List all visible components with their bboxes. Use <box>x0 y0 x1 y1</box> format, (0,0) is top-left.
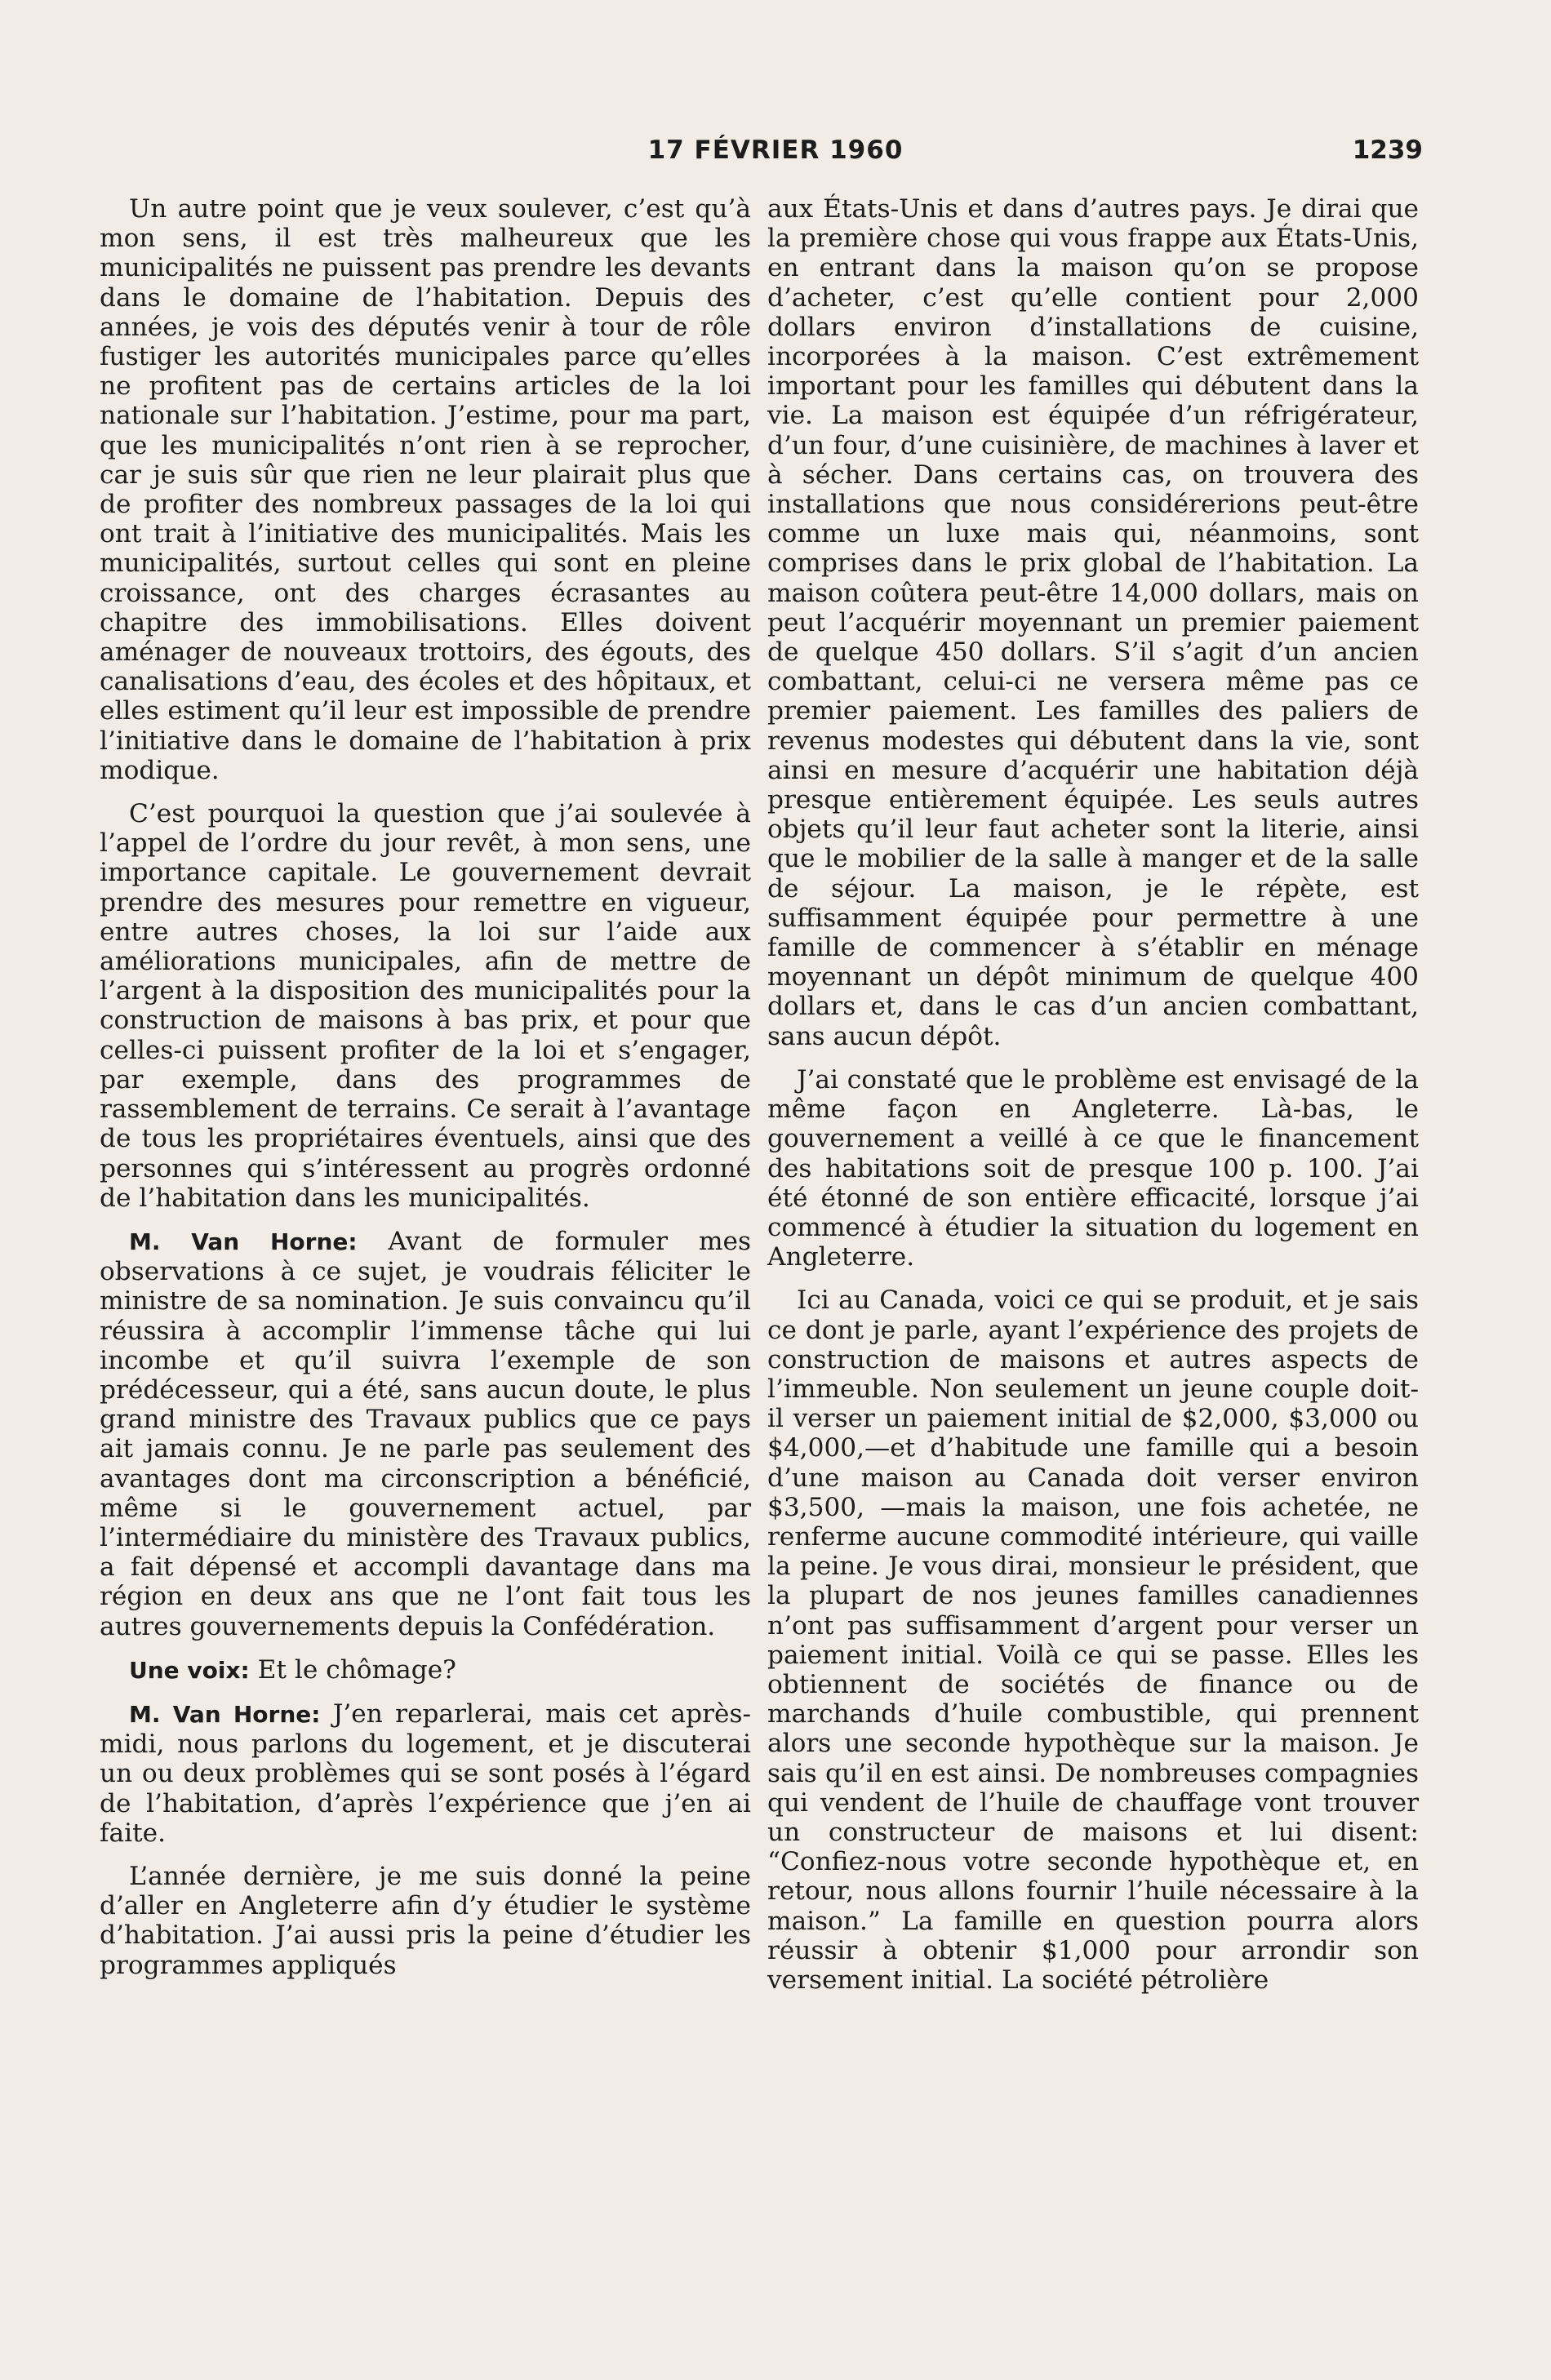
paragraph: C’est pourquoi la question que j’ai soulevée à l’appel de l’ordre du jour revêt, à mon sens, une importance capitale. Le gouvernement devrait prendre des mesures pour remettre en vigueur, entre autres choses, la loi sur l’aide aux améliorations municipales, afin de mettre de l’argent à la disposition des municipalités pour la construction de maisons à bas prix, et pour que celles-ci puissent profiter de la loi et s’engager, par exemple, dans des programmes de rassemblement de terrains. Ce serait à l’avantage de tous les propriétaires éventuels, ainsi que des personnes qui s’intéressent au progrès ordonné de l’habitation dans les municipalités. <box>100 799 751 1213</box>
right-column <box>767 194 1419 2009</box>
paragraph: Un autre point que je veux soulever, c’est qu’à mon sens, il est très malheureux que les municipalités ne puissent pas prendre les devants dans le domaine de l’habitation. Depuis des années, je vois des députés venir à tour de rôle fustiger les autorités municipales parce qu’elles ne profitent pas de certains articles de la loi nationale sur l’habitation. J’estime, pour ma part, que les municipalités n’ont rien à se reprocher, car je suis sûr que rien ne leur plairait plus que de profiter des nombreux passages de la loi qui ont trait à l’initiative des municipalités. Mais les municipalités, surtout celles qui sont en pleine croissance, ont des charges écrasantes au chapitre des immobilisations. Elles doivent aménager de nouveaux trottoirs, des égouts, des canalisations d’eau, des écoles et des hôpitaux, et elles estiment qu’il leur est impossible de prendre l’initiative dans le domaine de l’habitation à prix modique. <box>100 194 751 785</box>
paragraph: L’année dernière, je me suis donné la peine d’aller en Angleterre afin d’y étudier le système d’habitation. J’ai aussi pris la peine d’étudier les programmes appliqués <box>100 1861 751 1980</box>
left-column <box>100 194 751 1994</box>
speech-paragraph <box>100 1699 751 1848</box>
speech-text: Avant de formuler mes observations à ce sujet, je voudrais féliciter le ministre de sa nomination. Je suis convaincu qu’il réussira à accomplir l’immense tâche qui lui incombe et qu’il suivra l’exemple de son prédécesseur, qui a été, sans aucun doute, le plus grand ministre des Travaux publics que ce pays ait jamais connu. Je ne parle pas seulement des avantages dont ma circonscription a bénéficié, même si le gouvernement actuel, par l’intermédiaire du ministère des Travaux publics, a fait dépensé et accompli davantage dans ma région en deux ans que ne l’ont fait tous les autres gouvernements depuis la Confédération. <box>100 1226 751 1641</box>
speech-text: Et le chômage? <box>249 1654 456 1685</box>
paragraph: J’ai constaté que le problème est envisagé de la même façon en Angleterre. Là-bas, le gouvernement a veillé à ce que le financement des habitations soit de presque 100 p. 100. J’ai été étonné de son entière efficacité, lorsque j’ai commencé à étudier la situation du logement en Angleterre. <box>767 1064 1419 1272</box>
speech-paragraph <box>100 1655 751 1685</box>
speaker-name: M. Van Horne: <box>129 1228 358 1255</box>
page-number: 1239 <box>1352 135 1423 165</box>
speech-paragraph <box>100 1227 751 1641</box>
paragraph: Ici au Canada, voici ce qui se produit, et je sais ce dont je parle, ayant l’expérience des projets de construction de maisons et autres aspects de l’immeuble. Non seulement un jeune couple doit-il verser un paiement initial de $2,000, $3,000 ou $4,000,—et d’habitude une famille qui a besoin d’une maison au Canada doit verser environ $3,500, —mais la maison, une fois achetée, ne renferme aucune commodité intérieure, qui vaille la peine. Je vous dirai, monsieur le président, que la plupart de nos jeunes familles canadiennes n’ont pas suffisamment d’argent pour verser un paiement initial. Voilà ce qui se passe. Elles les obtiennent de sociétés de finance ou de marchands d’huile combustible, qui prennent alors une seconde hypothèque sur la maison. Je sais qu’il en est ainsi. De nombreuses compagnies qui vendent de l’huile de chauffage vont trouver un constructeur de maisons et lui disent: “Confiez-nous votre seconde hypothèque et, en retour, nous allons fournir l’huile nécessaire à la maison.” La famille en question pourra alors réussir à obtenir $1,000 pour arrondir son versement initial. La société pétrolière <box>767 1285 1419 1995</box>
page-header-date: 17 FÉVRIER 1960 <box>647 135 904 165</box>
speaker-name: Une voix: <box>129 1656 250 1684</box>
speech-text: J’en reparlerai, mais cet après-midi, nous parlons du logement, et je discuterai un ou deux problèmes qui se sont posés à l’égard de l’habitation, d’après l’expérience que j’en ai faite. <box>100 1698 752 1848</box>
speaker-name: M. Van Horne: <box>129 1700 321 1728</box>
paragraph: aux États-Unis et dans d’autres pays. Je dirai que la première chose qui vous frappe aux États-Unis, en entrant dans la maison qu’on se propose d’acheter, c’est qu’elle contient pour 2,000 dollars environ d’installations de cuisine, incorporées à la maison. C’est extrêmement important pour les familles qui débutent dans la vie. La maison est équipée d’un réfrigérateur, d’un four, d’une cuisinière, de machines à laver et à sécher. Dans certains cas, on trouvera des installations que nous considérerions peut-être comme un luxe mais qui, néanmoins, sont comprises dans le prix global de l’habitation. La maison coûtera peut-être 14,000 dollars, mais on peut l’acquérir moyennant un premier paiement de quelque 450 dollars. S’il s’agit d’un ancien combattant, celui-ci ne versera même pas ce premier paiement. Les familles des paliers de revenus modestes qui débutent dans la vie, sont ainsi en mesure d’acquérir une habitation déjà presque entièrement équipée. Les seuls autres objets qu’il leur faut acheter sont la literie, ainsi que le mobilier de la salle à manger et de la salle de séjour. La maison, je le répète, est suffisamment équipée pour permettre à une famille de commencer à s’établir en ménage moyennant un dépôt minimum de quelque 400 dollars et, dans le cas d’un ancien combattant, sans aucun dépôt. <box>767 194 1419 1051</box>
